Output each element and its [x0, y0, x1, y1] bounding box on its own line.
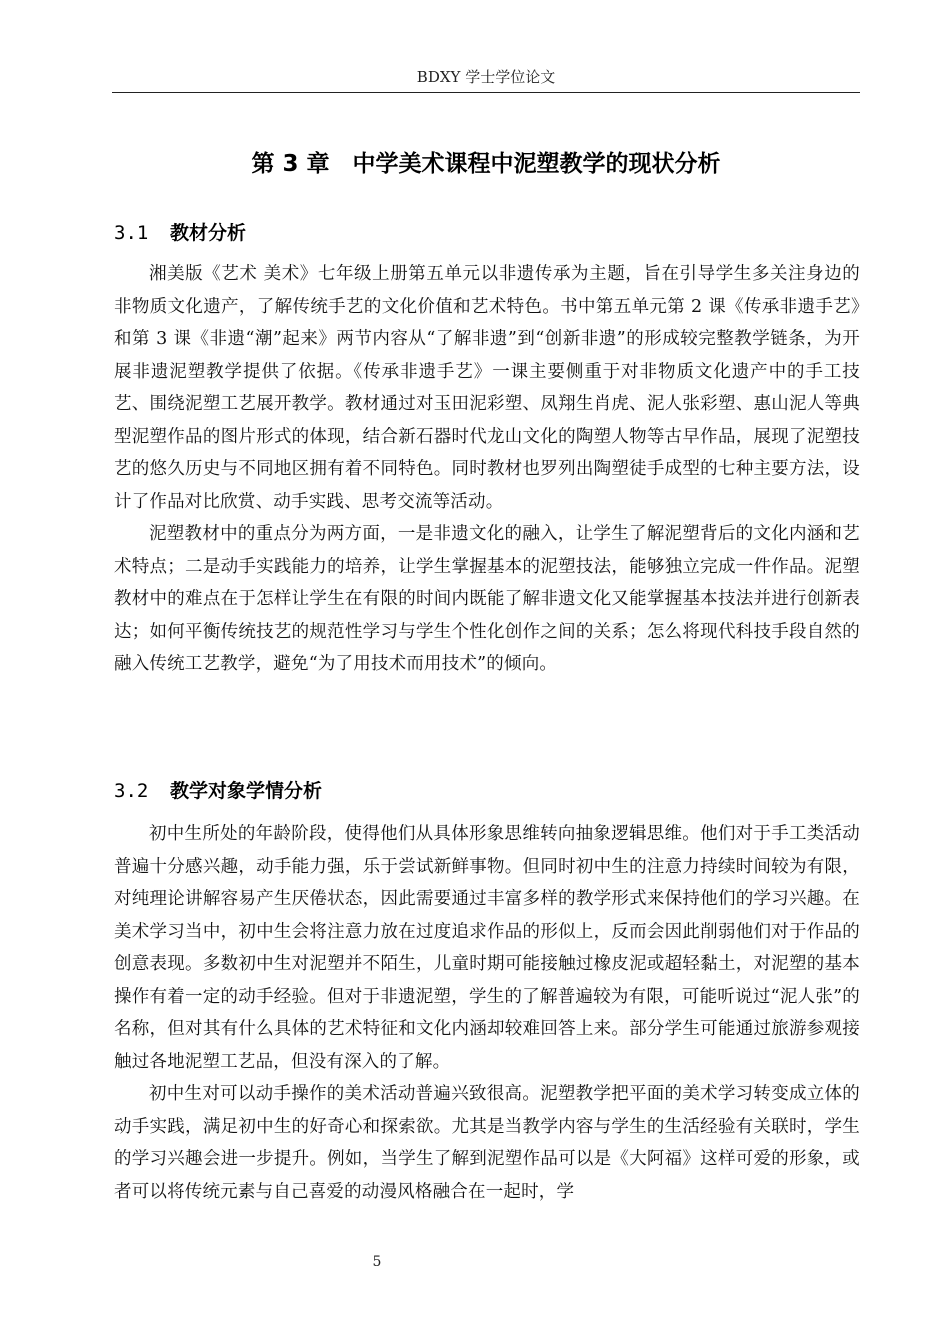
page-number: 5	[372, 1254, 382, 1270]
section-number: 3.2	[114, 780, 149, 802]
paragraph: 泥塑教材中的重点分为两方面，一是非遗文化的融入，让学生了解泥塑背后的文化内涵和艺术特点；二是动手实践能力的培养，让学生掌握基本的泥塑技法，能够独立完成一件作品。泥塑教材中的难点在于怎样让学生在有限的时间内既能了解非遗文化又能掌握基本技法并进行创新表达；如何平衡传统技艺的规范性学习与学生个性化创作之间的关系；怎么将现代科技手段自然的融入传统工艺教学，避免“为了用技术而用技术”的倾向。	[114, 524, 860, 674]
paragraph: 初中生对可以动手操作的美术活动普遍兴致很高。泥塑教学把平面的美术学习转变成立体的动手实践，满足初中生的好奇心和探索欲。尤其是当教学内容与学生的生活经验有关联时，学生的学习兴趣会进一步提升。例如，当学生了解到泥塑作品可以是《大阿福》这样可爱的形象，或者可以将传统元素与自己喜爱的动漫风格融合在一起时，学	[114, 1084, 860, 1202]
running-header: BDXY 学士学位论文	[416, 68, 556, 86]
section-body-3-1	[114, 258, 860, 681]
section-heading-3-1	[114, 216, 246, 250]
paragraph: 初中生所处的年龄阶段，使得他们从具体形象思维转向抽象逻辑思维。他们对于手工类活动普遍十分感兴趣，动手能力强，乐于尝试新鲜事物。但同时初中生的注意力持续时间较为有限，对纯理论讲解容易产生厌倦状态，因此需要通过丰富多样的教学形式来保持他们的学习兴趣。在美术学习当中，初中生会将注意力放在过度追求作品的形似上，反而会因此削弱他们对于作品的创意表现。多数初中生对泥塑并不陌生，儿童时期可能接触过橡皮泥或超轻黏土，对泥塑的基本操作有着一定的动手经验。但对于非遗泥塑，学生的了解普遍较为有限，可能听说过“泥人张”的名称，但对其有什么具体的艺术特征和文化内涵却较难回答上来。部分学生可能通过旅游参观接触过各地泥塑工艺品，但没有深入的了解。	[114, 824, 860, 1072]
header-divider	[112, 92, 860, 93]
section-body-3-2	[114, 818, 860, 1208]
paragraph: 湘美版《艺术 美术》七年级上册第五单元以非遗传承为主题，旨在引导学生多关注身边的非物质文化遗产，了解传统手艺的文化价值和艺术特色。书中第五单元第 2 课《传承非遗手艺》和第 3 课《非遗“潮”起来》两节内容从“了解非遗”到“创新非遗”的形成较完整教学链条，为开展非遗泥塑教学提供了依据。《传承非遗手艺》一课主要侧重于对非物质文化遗产中的手工技艺、围绕泥塑工艺展开教学。教材通过对玉田泥彩塑、凤翔生肖虎、泥人张彩塑、惠山泥人等典型泥塑作品的图片形式的体现，结合新石器时代龙山文化的陶塑人物等古早作品，展现了泥塑技艺的悠久历史与不同地区拥有着不同特色。同时教材也罗列出陶塑徒手成型的七种主要方法，设计了作品对比欣赏、动手实践、思考交流等活动。	[114, 264, 860, 512]
section-heading-3-2	[114, 774, 322, 808]
chapter-title: 第 3 章 中学美术课程中泥塑教学的现状分析	[251, 151, 721, 177]
section-number: 3.1	[114, 222, 149, 244]
section-title: 教材分析	[170, 222, 247, 244]
section-title: 教学对象学情分析	[170, 780, 323, 802]
